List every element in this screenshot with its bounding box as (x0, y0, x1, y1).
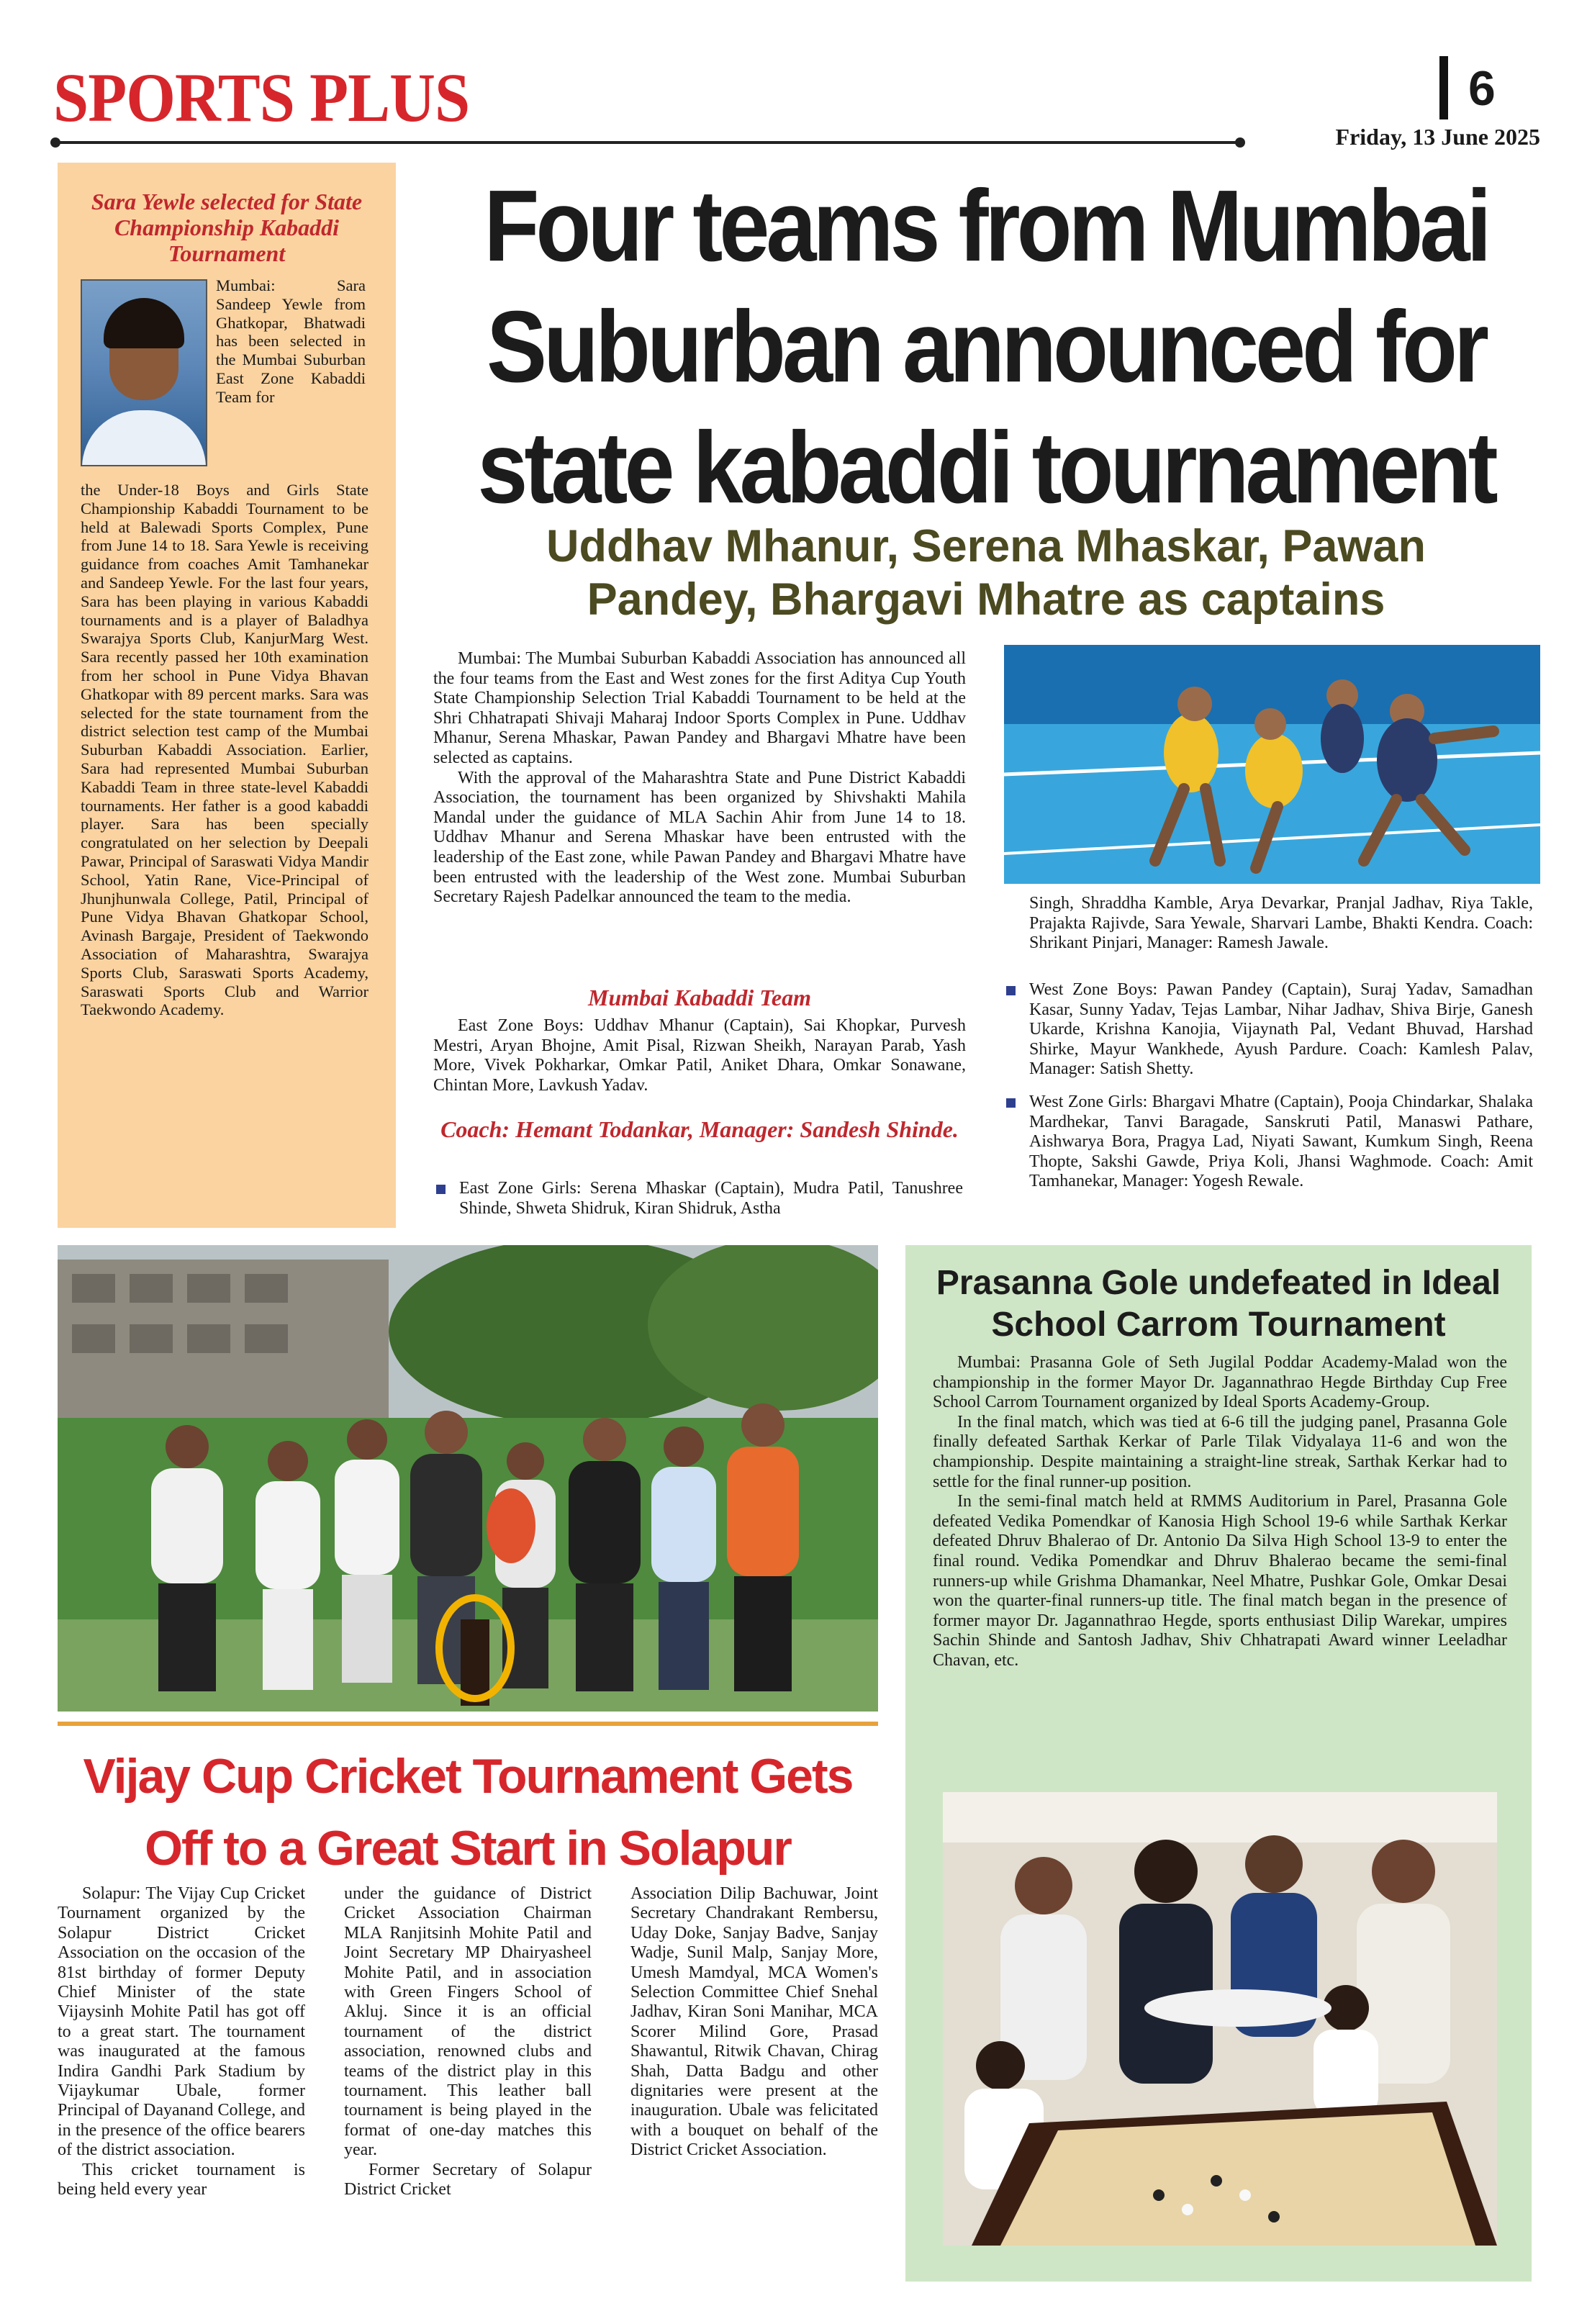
west-zone-boys: West Zone Boys: Pawan Pandey (Captain), Suraj Yadav, Samadhan Kasar, Sunny Yadav, Tejas Lambar, Nihar Jadhav, Shiva Birje, Ganesh Ukarde, Krishna Kanojia, Vijaynath Pal, Vedant Bhuvad, Harshad Shirke, Mayur Wankhede, Ayush Pardure. Coach: Kamlesh Palav, Manager: Satish Shetty. (1029, 980, 1533, 1079)
east-zone-boys: East Zone Boys: Uddhav Mhanur (Captain), Sai Khopkar, Purvesh Mestri, Aryan Bhojne, Amit Pisal, Rizwan Sheikh, Narayan Parab, Yash More, Vivek Pokharkar, Omkar Patil, Aniket Dhara, Omkar Sonawane, Chintan More, Lavkush Yadav. (433, 1016, 966, 1095)
masthead-rule (53, 141, 1241, 144)
rule-end-dot (50, 137, 60, 148)
carrom-article-body: Mumbai: Prasanna Gole of Seth Jugilal Poddar Academy-Malad won the championship in the former Mayor Dr. Jagannathrao Hegde Birthday Cup Free School Carrom Tournament organized by Ideal Sports Academy-Group. In the final match, which was tied at 6-6 till the judging panel, Prasanna Gole finally defeated Sarthak Kerkar of Parle Tilak Vidyalaya 11-6 and won the championship. Despite maintaining a straight-line streak, Sarthak Kerkar had to settle for the final runner-up position. In the semi-final match held at RMMS Auditorium in Parel, Prasanna Gole defeated Vedika Pomendkar of Kanosia High School 19-6 while Sarthak Kerkar defeated Dhruv Bhalerao of Dr. Antonio Da Silva High School 13-9 to enter the final round. Vedika Pomendkar and Dhruv Bhalerao became the semi-final runners-up while Grishma Dhamankar, Neel Mhatre, Pushkar Gole, Omkar Desai won the quarter-final runners-up title. The final match began in the presence of former mayor Dr. Jagannathrao Hegde, sports enthusiast Dilip Warekar, umpires Sachin Shinde and Santosh Jadhav, Shiv Chhatrapati Award winner Leeladhar Chavan, etc. (933, 1353, 1507, 1670)
cricket-column-1: Solapur: The Vijay Cup Cricket Tournament organized by the Solapur District Cricket Association on the occasion of the 81st birthday of former Deputy Chief Minister of the state Vijaysinh Mohite Patil has got off to a great start. The tournament was inaugurated at the famous Indira Gandhi Park Stadium by Vijaykumar Ubale, former Principal of Dayanand College, and in the presence of the office bearers of the district association. This cricket tournament is being held every year (58, 1884, 305, 2199)
sidebar-lead-text: Mumbai: Sara Sandeep Yewle from Ghatkopar, Bhatwadi has been selected in the Mumbai Suburban East Zone Kabaddi Team for (216, 276, 366, 406)
section-title: SPORTS PLUS (53, 59, 470, 136)
kabaddi-action-photo-icon (1004, 645, 1540, 884)
carrom-match-photo-icon (943, 1792, 1497, 2246)
sidebar-headline: Sara Yewle selected for State Championship Kabaddi Tournament (91, 189, 363, 266)
sidebar-body-text: the Under-18 Boys and Girls State Championship Kabaddi Tournament to be held at Balewadi Sports Complex, Pune from June 14 to 18. Sara Yewle is receiving guidance from coaches Amit Tamhanekar and Sandeep Yewle. For the last four years, Sara has been playing in various Kabaddi tournaments and is a player of Baladhya Swarajya Sports Club, KanjurMarg West. Sara recently passed her 10th examination from her school in Pune Vidya Bhavan Ghatkopar with 89 percent marks. Sara was selected for the state tournament from the district selection test camp of the Mumbai Suburban Kabaddi Association. Earlier, Sara had represented Mumbai Suburban Kabaddi Team in three state-level Kabaddi tournaments. Her father is a good kabaddi player. Sara has been specially congratulated on her selection by Deepali Pawar, Principal of Saraswati Vidya Mandir School, Yatin Rane, Vice-Principal of Jhunjhunwala College, Patil, Principal of Pune Vidya Bhavan Ghatkopar School, Avinash Bargaje, President of Taekwondo Association of Maharashtra, Swarajya Sports Club, Saraswati Sports Academy, Saraswati Sports Club and Warrior Taekwondo Academy. (81, 481, 369, 1019)
page-number-bar (1439, 56, 1448, 119)
carrom-headline: Prasanna Gole undefeated in Ideal School Carrom Tournament (936, 1264, 1501, 1344)
main-para-1: Mumbai: The Mumbai Suburban Kabaddi Association has announced all the four teams from the East and West zones for the first Aditya Cup Youth State Championship Selection Trial Kabaddi Tournament to be held at the Shri Chhatrapati Shivaji Maharaj Indoor Sports Complex in Pune. Uddhav Mhanur, Serena Mhaskar, Pawan Pandey and Bhargavi Mhatre have been selected as captains. (433, 649, 966, 767)
cricket-headline: Vijay Cup Cricket Tournament Gets Off to a Great Start in Solapur (83, 1749, 853, 1876)
main-headline: Four teams from Mumbai Suburban announced for state kabaddi tournament (477, 168, 1495, 525)
cricket-column-2: under the guidance of District Cricket Association Chairman MLA Ranjitsinh Mohite Patil and Joint Secretary MP Dhairyasheel Mohite Patil, and in association with Green Fingers School of Akluj. Since it is an official tournament of the district association, renowned clubs and teams of the district play in this tournament. This leather ball tournament is being played in the format of one-day matches this year. Former Secretary of Solapur District Cricket (344, 1884, 592, 2199)
portrait-photo-icon (81, 279, 207, 466)
cricket-column-3: Association Dilip Bachuwar, Joint Secretary Chandrakant Rembersu, Uday Doke, Sanjay Badve, Sanjay Wadje, Sunil Malp, Sanjay More, Umesh Mamdyal, MCA Women's Selection Committee Chief Snehal Jadhav, Kiran Soni Manihar, MCA Scorer Milind Gore, Prasad Shawantul, Ritwik Chavan, Chirag Shah, Datta Badgu and other dignitaries were present at the inauguration. Ubale was felicitated with a bouquet on behalf of the District Cricket Association. (630, 1884, 878, 2160)
page-number: 6 (1468, 61, 1496, 116)
section-divider (58, 1722, 878, 1726)
rule-end-dot (1235, 137, 1245, 148)
west-zone-girls: West Zone Girls: Bhargavi Mhatre (Captain), Pooja Chindarkar, Shalaka Mardhekar, Tanvi Baragade, Sanskruti Patil, Manaswi Pathare, Aishwarya Bora, Pragya Lad, Niyati Sawant, Kumkum Singh, Reena Thopte, Sakshi Gawde, Priya Koli, Jhansi Waghmode. Coach: Amit Tamhanekar, Manager: Yogesh Rewale. (1029, 1093, 1533, 1191)
bullet-icon (436, 1185, 446, 1194)
bullet-icon (1006, 986, 1016, 995)
east-zone-girls-cont: Singh, Shraddha Kamble, Arya Devarkar, Pranjal Jadhav, Riya Takle, Prajakta Rajivde, Sara Yewale, Sharvari Lambe, Bhakti Kendra. Coach: Shrikant Pinjari, Manager: Ramesh Jawale. (1029, 894, 1533, 953)
main-subhead: Uddhav Mhanur, Serena Mhaskar, Pawan Pandey, Bhargavi Mhatre as captains (546, 521, 1426, 625)
felicitation-group-photo-icon (58, 1245, 878, 1712)
main-para-2: With the approval of the Maharashtra State and Pune District Kabaddi Association, the tournament has been organized by Shivshakti Mahila Mandal under the guidance of MLA Sachin Ahir from June 14 to 18. Uddhav Mhanur and Serena Mhaskar have been entrusted with the leadership of the East zone, while Pawan Pandey and Bhargavi Mhatre have been entrusted with the leadership of the West zone. Mumbai Suburban Secretary Rajesh Padelkar announced the team to the media. (433, 768, 966, 907)
east-zone-girls: East Zone Girls: Serena Mhaskar (Captain), Mudra Patil, Tanushree Shinde, Shweta Shidruk, Kiran Shidruk, Astha (459, 1179, 963, 1218)
coach-line: Coach: Hemant Todankar, Manager: Sandesh Shinde. (440, 1116, 959, 1142)
team-subheading: Mumbai Kabaddi Team (588, 985, 811, 1010)
bullet-icon (1006, 1098, 1016, 1108)
main-article-intro (433, 649, 966, 908)
issue-date: Friday, 13 June 2025 (1335, 124, 1540, 150)
